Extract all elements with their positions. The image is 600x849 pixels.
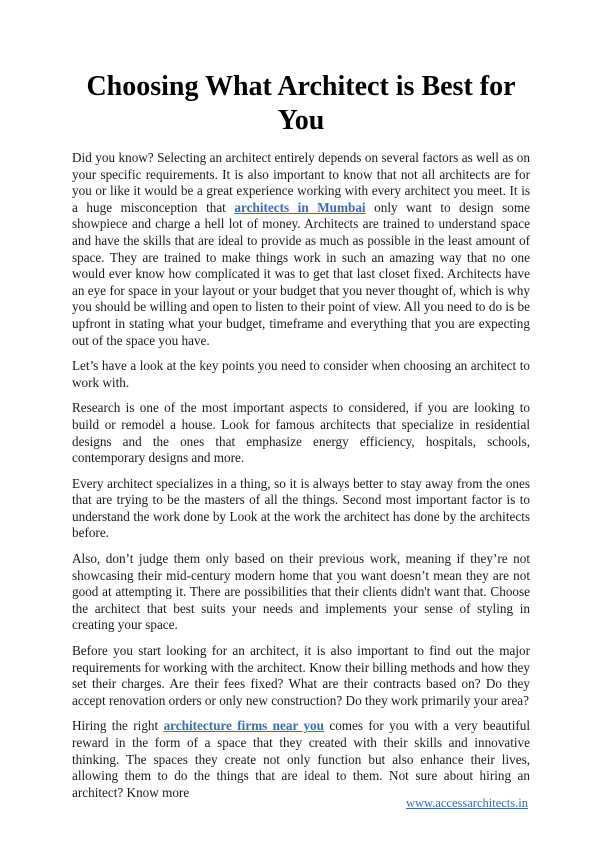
- paragraph-hiring-text-after: comes for you with a very beautiful reward in the form of a space that they created with their skills and innovative thinking. The spaces they create not only function but also enhance their lives, allowing them to do the things that are ideal to them. Not sure about hiring an architect? Know more: [72, 718, 531, 800]
- paragraph-previous-work: Also, don’t judge them only based on their previous work, meaning if they’re not showcasing their mid-century modern home that you want doesn’t mean they are not good at attempting it. There are possibilities that their clients didn't want that. Choose the architect that best suits your needs and implements your sense of styling in creating your space.: [72, 551, 530, 633]
- paragraph-research: Research is one of the most important aspects to considered, if you are looking to build or remodel a house. Look for famous architects that specialize in residential designs and the ones that emphasize energy efficiency, hospitals, schools, contemporary designs and more.: [72, 400, 530, 466]
- page-title: Choosing What Architect is Best for You: [86, 71, 516, 136]
- architects-in-mumbai-link[interactable]: architects in Mumbai: [234, 199, 366, 215]
- paragraph-hiring: [72, 718, 530, 801]
- footer-website-link[interactable]: www.accessarchitects.in: [405, 796, 528, 810]
- paragraph-specialization: Every architect specializes in a thing, so it is always better to stay away from the ones that are trying to be the masters of all the things. Second most important factor is to understand the work done by Look at the work the architect has done by the architects before.: [72, 475, 530, 541]
- paragraph-intro-text-after: only want to design some showpiece and charge a hell lot of money. Architects are trained to understand space and have the skills that are ideal to provide as much as possible in the least amount of space. They are trained to make things work in such an amazing way that no one would ever know how complicated it was to get that last closet fixed. Architects have an eye for space in your layout or your budget that you never thought of, which is why you should be willing and open to listen to their point of view. All you need to do is be upfront in stating what your budget, timeframe and everything that you are expecting out of the space you have.: [72, 199, 530, 348]
- paragraph-requirements: Before you start looking for an architect, it is also important to find out the major requirements for working with the architect. Know their billing methods and how they set their charges. Are their fees fixed? What are their contracts based on? Do they accept renovation orders or only new construction? Do they work primarily your area?: [72, 643, 530, 708]
- document-page: [72, 70, 530, 810]
- paragraph-intro: [72, 150, 530, 349]
- paragraph-key-points: Let’s have a look at the key points you need to consider when choosing an architect to work with.: [72, 358, 530, 390]
- paragraph-intro-text-before: Did you know? Selecting an architect entirely depends on several factors as well as on your specific requirements. It is also important to know that not all architects are for you or like it would be a great experience working with every architect you meet. It is a huge misconception that: [72, 150, 530, 215]
- article-body: [72, 150, 530, 801]
- paragraph-hiring-text-before: Hiring the right: [72, 718, 164, 734]
- architecture-firms-near-you-link[interactable]: architecture firms near you: [163, 718, 324, 734]
